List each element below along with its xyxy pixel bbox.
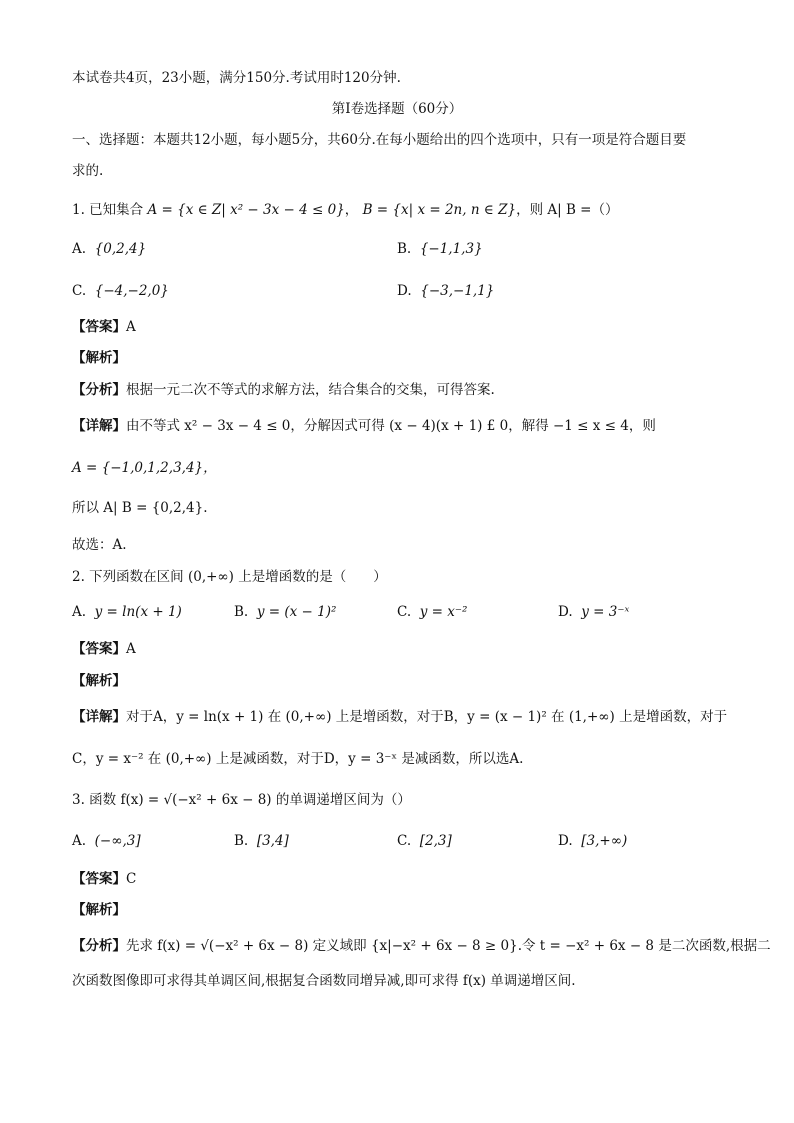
q3-fenxi-line-1: 【分析】先求 f(x) = √(−x² + 6x − 8) 定义域即 {x|−x² + 6x − 8 ≥ 0}.令 t = −x² + 6x − 8 是二次函数,根据二 bbox=[72, 938, 771, 954]
section-title: 第I卷选择题（60分） bbox=[331, 101, 463, 117]
q1-option-a: A. {0,2,4} bbox=[72, 241, 147, 257]
instructions-line-1: 一、选择题：本题共12小题，每小题5分，共60分.在每小题给出的四个选项中，只有一项是符合题目要 bbox=[72, 132, 687, 148]
q2-option-a: A. y = ln(x + 1) bbox=[72, 604, 182, 620]
q2-answer: 【答案】A bbox=[72, 641, 136, 657]
q3-analysis-tag: 【解析】 bbox=[72, 902, 126, 918]
q1-stem-prefix: 1. 已知集合 bbox=[72, 202, 144, 218]
q3-fenxi-line-2: 次函数图像即可求得其单调区间,根据复合函数同增异减,即可求得 f(x) 单调递增区间. bbox=[72, 973, 576, 989]
q3-answer: 【答案】C bbox=[72, 871, 137, 887]
q1-detail-line-3: 所以 A| B = {0,2,4}. bbox=[72, 500, 208, 516]
q1-option-d: D. {−3,−1,1} bbox=[397, 283, 495, 299]
q1-stem-suffix: ，则 A| B =（） bbox=[516, 202, 619, 218]
q2-option-d: D. y = 3⁻ˣ bbox=[558, 604, 630, 620]
q1-stem: 1. 已知集合 A = {x ∈ Z| x² − 3x − 4 ≤ 0}， B = {x| x = 2n, n ∈ Z}，则 A| B =（） bbox=[72, 202, 619, 218]
q1-set-a: A = {x ∈ Z| x² − 3x − 4 ≤ 0} bbox=[147, 202, 345, 218]
q1-answer: 【答案】A bbox=[72, 319, 136, 335]
q2-option-b: B. y = (x − 1)² bbox=[234, 604, 337, 620]
q3-option-b: B. [3,4] bbox=[234, 833, 289, 849]
q2-detail-line-2: C，y = x⁻² 在 (0,+∞) 上是减函数，对于D，y = 3⁻ˣ 是减函数，所以选A. bbox=[72, 751, 524, 767]
q2-stem: 2. 下列函数在区间 (0,+∞) 上是增函数的是（ ） bbox=[72, 569, 387, 585]
exam-intro: 本试卷共4页，23小题，满分150分.考试用时120分钟. bbox=[72, 70, 401, 86]
q1-detail-line-4: 故选：A. bbox=[72, 537, 127, 553]
q3-option-a: A. (−∞,3] bbox=[72, 833, 141, 849]
q1-option-b: B. {−1,1,3} bbox=[397, 241, 483, 257]
q2-analysis-tag: 【解析】 bbox=[72, 673, 126, 689]
q1-analysis-tag: 【解析】 bbox=[72, 350, 126, 366]
q1-option-c: C. {−4,−2,0} bbox=[72, 283, 169, 299]
q1-detail-line-1: 【详解】由不等式 x² − 3x − 4 ≤ 0，分解因式可得 (x − 4)(x + 1) £ 0，解得 −1 ≤ x ≤ 4，则 bbox=[72, 418, 656, 434]
q1-set-b: B = {x| x = 2n, n ∈ Z} bbox=[362, 202, 517, 218]
q3-option-c: C. [2,3] bbox=[397, 833, 452, 849]
q1-fenxi: 【分析】根据一元二次不等式的求解方法，结合集合的交集，可得答案. bbox=[72, 382, 495, 398]
q2-detail-line-1: 【详解】对于A，y = ln(x + 1) 在 (0,+∞) 上是增函数，对于B，y = (x − 1)² 在 (1,+∞) 上是增函数，对于 bbox=[72, 709, 728, 725]
q3-stem: 3. 函数 f(x) = √(−x² + 6x − 8) 的单调递增区间为（） bbox=[72, 792, 411, 808]
instructions-line-2: 求的. bbox=[72, 163, 104, 179]
q1-detail-line-2: A = {−1,0,1,2,3,4}， bbox=[72, 460, 217, 476]
q2-option-c: C. y = x⁻² bbox=[397, 604, 468, 620]
q3-option-d: D. [3,+∞) bbox=[558, 833, 628, 849]
